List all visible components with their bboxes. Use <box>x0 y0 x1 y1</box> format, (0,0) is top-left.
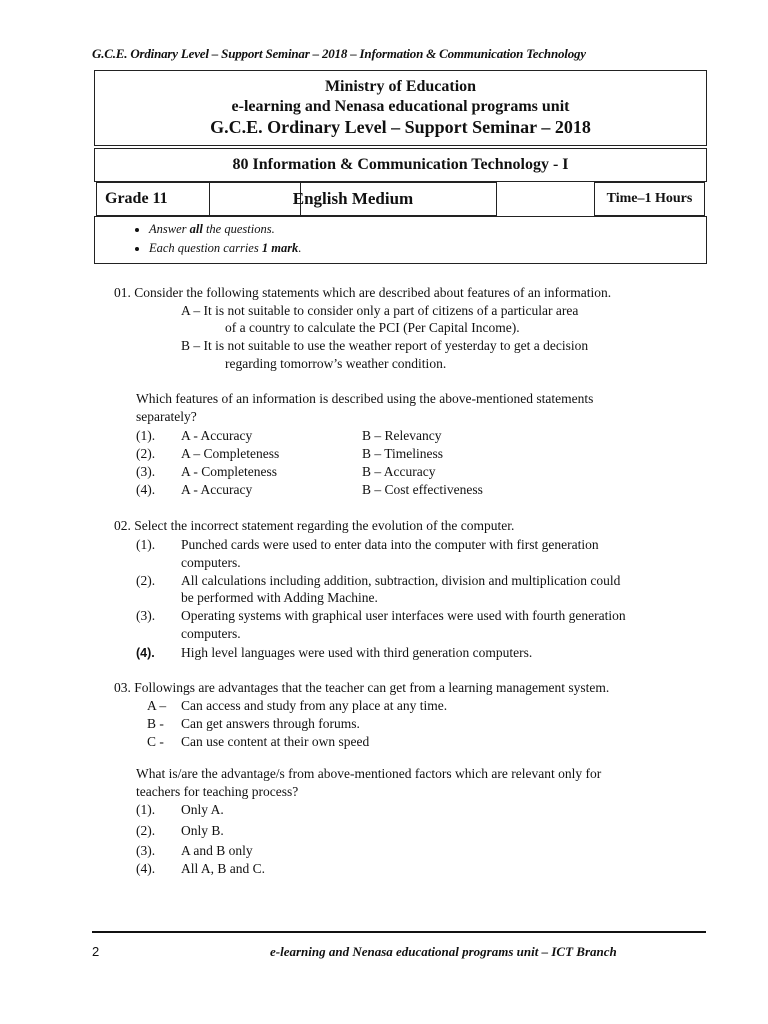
q3-option-text: A and B only <box>181 843 253 858</box>
q2-option-text: Punched cards were used to enter data into the computer with first generation <box>181 537 599 552</box>
q1-statement-b2: regarding tomorrow’s weather condition. <box>225 356 447 371</box>
q3-item-label: A – <box>147 698 167 713</box>
q2-option-text: computers. <box>181 626 241 641</box>
q1-option-a: A - Accuracy <box>181 428 253 443</box>
q2-option-text: All calculations including addition, subtraction, division and multiplication could <box>181 573 621 588</box>
medium-cell: English Medium <box>209 182 497 216</box>
title-box <box>94 70 707 146</box>
q1-option-num: (4). <box>136 482 156 497</box>
q3-stem: 03. Followings are advantages that the teacher can get from a learning management system. <box>114 680 610 695</box>
q2-option-text: computers. <box>181 555 241 570</box>
q1-option-b: B – Accuracy <box>362 464 436 479</box>
unit-title: e-learning and Nenasa educational programs unit <box>231 98 570 115</box>
q3-item-label: B - <box>147 716 164 731</box>
q1-option-a: A - Completeness <box>181 464 277 479</box>
time-cell: Time–1 Hours <box>594 182 705 216</box>
instruction-1: • Answer all the questions. <box>149 220 706 239</box>
q1-option-b: B – Timeliness <box>362 446 444 461</box>
q2-option-num: (4). <box>136 646 155 660</box>
q2-option-text: be performed with Adding Machine. <box>181 590 378 605</box>
q3-option-text: All A, B and C. <box>181 861 266 876</box>
q3-option-num: (2). <box>136 823 156 838</box>
instruction-2: • Each question carries 1 mark. <box>149 239 706 258</box>
q2-option-num: (2). <box>136 573 156 588</box>
ministry-title: Ministry of Education <box>324 78 477 95</box>
q1-stem: 01. Consider the following statements which are described about features of an information. <box>114 285 612 300</box>
q1-option-num: (2). <box>136 446 156 461</box>
footer-divider <box>92 931 706 933</box>
q3-ask-line1: What is/are the advantage/s from above-mentioned factors which are relevant only for <box>136 766 602 781</box>
q3-option-num: (1). <box>136 802 156 817</box>
q1-statement-a2: of a country to calculate the PCI (Per Capital Income). <box>225 320 520 335</box>
q2-option-num: (3). <box>136 608 156 623</box>
q3-item-text: Can get answers through forums. <box>181 716 360 731</box>
q1-statement-b1: B – It is not suitable to use the weather report of yesterday to get a decision <box>181 338 589 353</box>
q1-option-num: (1). <box>136 428 156 443</box>
q3-item-label: C - <box>147 734 164 749</box>
q1-ask-line2: separately? <box>136 409 197 424</box>
q3-option-text: Only B. <box>181 823 224 838</box>
seminar-title: G.C.E. Ordinary Level – Support Seminar – 2018 <box>210 117 591 137</box>
q1-option-a: A – Completeness <box>181 446 280 461</box>
q1-statement-a1: A – It is not suitable to consider only a part of citizens of a particular area <box>181 303 579 318</box>
q1-option-b: B – Cost effectiveness <box>362 482 483 497</box>
q3-option-text: Only A. <box>181 802 224 817</box>
q3-ask-line2: teachers for teaching process? <box>136 784 299 799</box>
q1-option-a: A - Accuracy <box>181 482 253 497</box>
q3-option-num: (4). <box>136 861 156 876</box>
q2-option-num: (1). <box>136 537 156 552</box>
grade-cell: Grade 11 <box>96 182 301 216</box>
running-header: G.C.E. Ordinary Level – Support Seminar – 2018 – Information & Communication Technology <box>92 46 586 61</box>
q2-stem: 02. Select the incorrect statement regarding the evolution of the computer. <box>114 518 515 533</box>
q1-option-num: (3). <box>136 464 156 479</box>
footer-unit: e-learning and Nenasa educational programs unit – ICT Branch <box>270 944 617 959</box>
page-number: 2 <box>92 944 100 959</box>
q2-option-text: High level languages were used with third generation computers. <box>181 645 533 660</box>
instructions-box <box>94 216 707 264</box>
q3-item-text: Can access and study from any place at any time. <box>181 698 448 713</box>
q3-option-num: (3). <box>136 843 156 858</box>
subject-box: 80 Information & Communication Technology - I <box>94 148 707 182</box>
q1-option-b: B – Relevancy <box>362 428 442 443</box>
q2-option-text: Operating systems with graphical user interfaces were used with fourth generation <box>181 608 626 623</box>
q3-item-text: Can use content at their own speed <box>181 734 370 749</box>
q1-ask-line1: Which features of an information is described using the above-mentioned statements <box>136 391 594 406</box>
meta-row <box>94 182 707 218</box>
